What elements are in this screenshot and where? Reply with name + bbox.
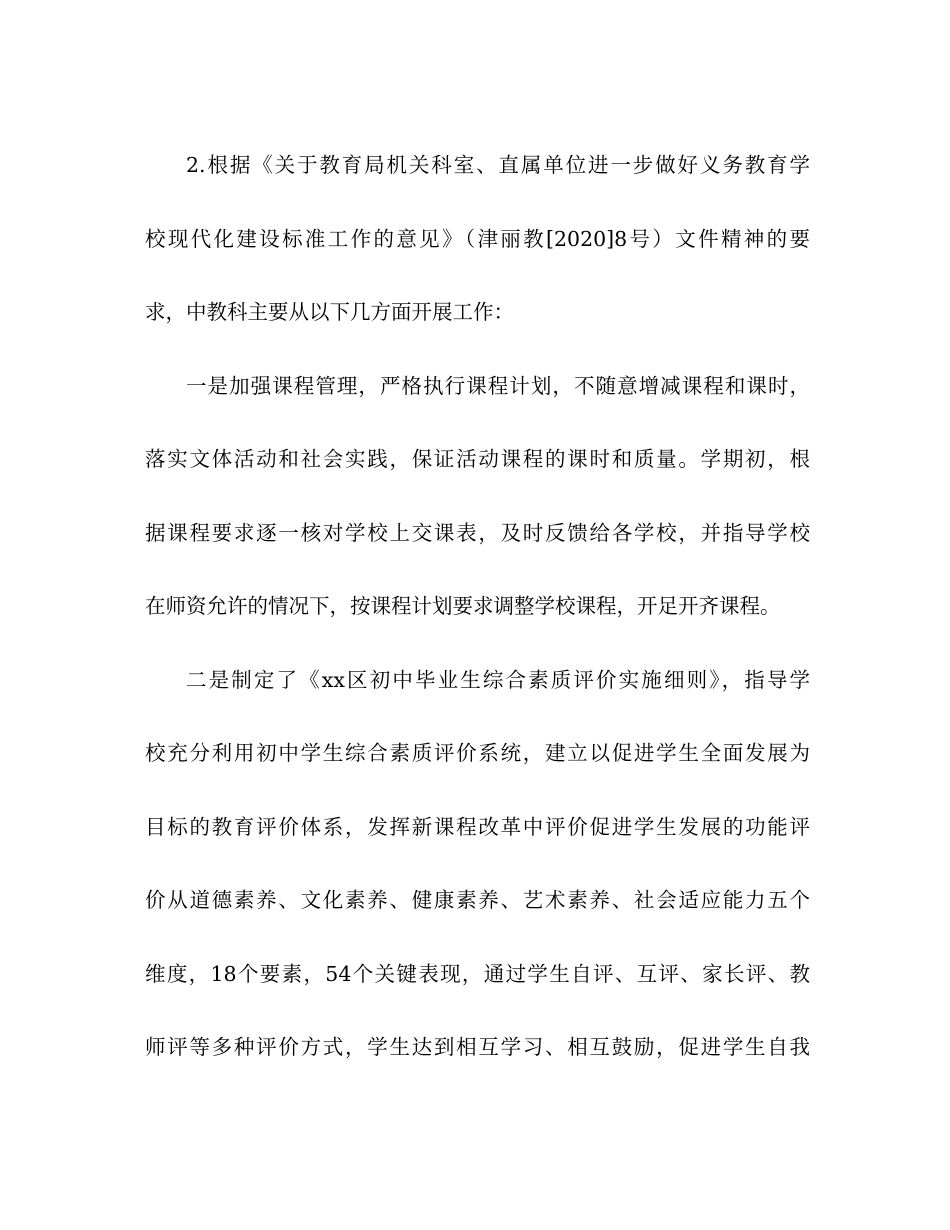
paragraph-line: 目标的教育评价体系，发挥新课程改革中评价促进学生发展的功能评	[145, 814, 810, 839]
paragraph-line: 校充分利用初中学生综合素质评价系统，建立以促进学生全面发展为	[145, 741, 810, 765]
paragraph-line: 价从道德素养、文化素养、健康素养、艺术素养、社会适应能力五个	[145, 888, 810, 912]
paragraph-line: 维度，18个要素，54个关键表现，通过学生自评、互评、家长评、教	[145, 961, 810, 986]
paragraph-line: 据课程要求逐一核对学校上交课表，及时反馈给各学校，并指导学校	[145, 520, 810, 545]
paragraph-line: 2.根据《关于教育局机关科室、直属单位进一步做好义务教育学	[186, 153, 810, 177]
paragraph-line: 求，中教科主要从以下几方面开展工作：	[145, 300, 514, 324]
document-body	[145, 129, 810, 1085]
paragraph-line: 在师资允许的情况下，按课程计划要求调整学校课程，开足开齐课程。	[145, 594, 781, 618]
paragraph-line: 二是制定了《xx区初中毕业生综合素质评价实施细则》，指导学	[186, 667, 810, 692]
paragraph-3	[145, 644, 810, 1085]
paragraph-2	[145, 350, 810, 644]
paragraph-line: 师评等多种评价方式，学生达到相互学习、相互鼓励，促进学生自我	[145, 1035, 810, 1059]
paragraph-line: 落实文体活动和社会实践，保证活动课程的课时和质量。学期初，根	[145, 447, 810, 471]
paragraph-line: 一是加强课程管理，严格执行课程计划，不随意增减课程和课时，	[186, 373, 810, 398]
paragraph-line: 校现代化建设标准工作的意见》（津丽教[2020]8号）文件精神的要	[145, 226, 810, 251]
paragraph-1	[145, 129, 810, 350]
